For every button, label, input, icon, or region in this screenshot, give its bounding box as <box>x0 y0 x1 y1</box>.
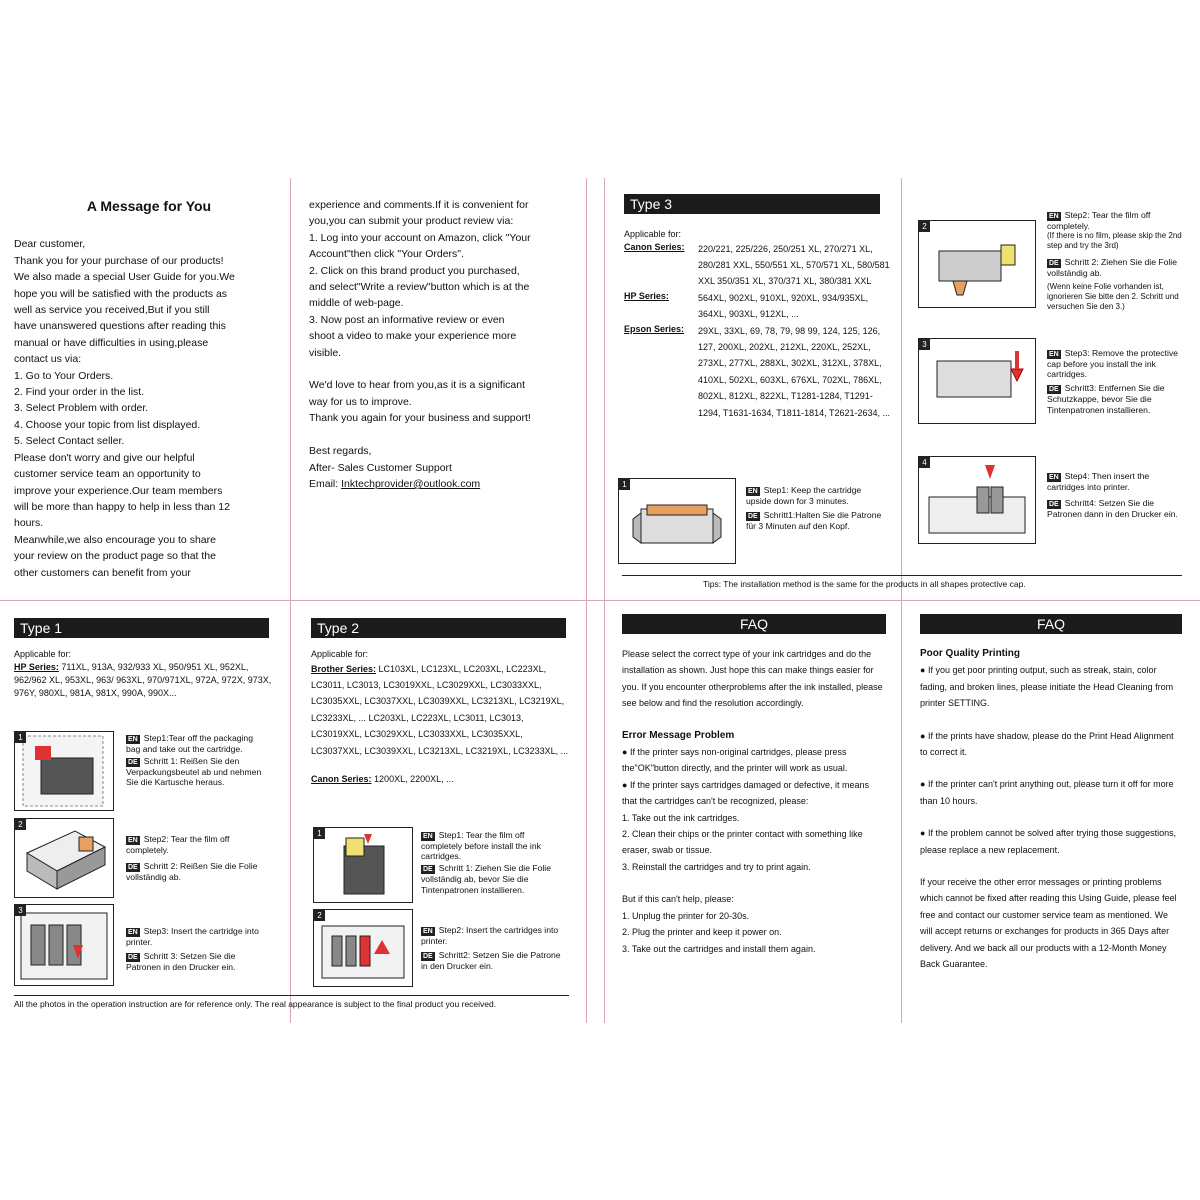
type2-step1-text <box>421 830 567 895</box>
message-line: 1. Log into your account on Amazon, click "Your <box>309 231 531 244</box>
canon-list: 1200XL, 2200XL, ... <box>374 773 454 784</box>
faq-bullet: ● If the prints have shadow, please do the Print Head Alignment to correct it. <box>920 730 1174 758</box>
type3-panel <box>624 194 894 421</box>
message-line: Thank you again for your business and support! <box>309 412 531 425</box>
faq-bullet: ● If the problem cannot be solved after trying those suggestions, please replace a new replacement. <box>920 828 1177 855</box>
type3-step2-image <box>918 220 1036 308</box>
message-line <box>309 427 579 443</box>
epson-list: 29XL, 33XL, 69, 78, 79, 98 99, 124, 125, 126, 127, 200XL, 202XL, 212XL, 220XL, 252XL, 273XL, 277XL, 288XL, 302XL, 312XL, 378XL, 410XL, 502XL, 603XL, 676XL, 702XL, 786XL, 802XL, 812XL, 822XL, T1281-1284, T1291-1294, T1631-1634, T1811-1814, T2621-2634, ... <box>698 325 890 418</box>
message-line: customer service team an opportunity to <box>14 468 201 481</box>
step-de: Schritt3: Entfernen Sie die Schutzkappe, bevor Sie die Tintenpatronen installieren. <box>1047 383 1165 415</box>
en-tag: EN <box>1049 351 1059 358</box>
type2-step2-image <box>313 909 413 987</box>
en-tag: EN <box>423 833 433 840</box>
hp-label: HP Series: <box>14 661 59 672</box>
message-line: 3. Select Problem with order. <box>14 402 149 415</box>
message-line: manual or have difficulties in using,please <box>14 336 209 349</box>
type3-step3-image <box>918 338 1036 424</box>
step-de-note: (Wenn keine Folie vorhanden ist, ignorieren Sie bitte den 2. Schritt und versuchen Sie den 3.) <box>1047 282 1179 312</box>
message-line: your review on the product page so that the <box>14 550 216 563</box>
film-tear-icon <box>919 221 1035 307</box>
type1-step3-text <box>126 926 266 972</box>
brother-row <box>311 661 571 759</box>
email-line <box>309 476 579 492</box>
hp-list: 711XL, 913A, 932/933 XL, 950/951 XL, 952XL, 962/962 XL, 953XL, 963/ 963XL, 970/971XL, 972A, 972X, 973X, 976Y, 980XL, 981A, 981X, 990A, 990X... <box>14 661 272 698</box>
message-line: shoot a video to make your experience more <box>309 330 517 343</box>
step-de: Schritt2: Setzen Sie die Patrone in den Drucker ein. <box>421 950 561 972</box>
message-line: have unanswered questions after reading this <box>14 320 226 333</box>
en-tag: EN <box>128 736 138 743</box>
step-number: 3 <box>15 905 26 916</box>
canon-list: 220/221, 225/226, 250/251 XL, 270/271 XL, 280/281 XXL, 550/551 XL, 570/571 XL, 580/581 XXL 350/351 XL, 370/371 XL, 380/381 XXL <box>698 243 890 287</box>
de-tag: DE <box>423 866 433 874</box>
fold-line <box>0 600 1200 601</box>
faq-help: But if this can't help, please: <box>622 894 734 905</box>
insert-cartridge-icon <box>919 457 1035 543</box>
applicable-label: Applicable for: <box>311 649 369 659</box>
message-line: hours. <box>14 517 44 530</box>
faq-step: 1. Unplug the printer for 20-30s. <box>622 910 750 921</box>
message-panel-continued <box>309 197 579 492</box>
step-en: Step2: Tear the film off completely. <box>126 834 230 855</box>
message-line: Account"then click "Your Orders". <box>309 248 464 261</box>
message-line: middle of web-page. <box>309 297 404 310</box>
de-tag: DE <box>1049 386 1059 394</box>
step-en: Step1: Keep the cartridge upside down for 3 minutes. <box>746 485 862 506</box>
faq-step: 2. Plug the printer and keep it power on. <box>622 927 782 938</box>
message-line: visible. <box>309 346 342 359</box>
message-line: hope you will be satisfied with the products as <box>14 287 228 300</box>
installation-tip: Tips: The installation method is the same for the products in all shapes protective cap. <box>703 579 1026 589</box>
message-panel <box>14 178 284 581</box>
type3-step1-text <box>746 485 886 531</box>
remove-cap-icon <box>919 339 1035 423</box>
de-tag: DE <box>1049 260 1059 268</box>
step-number: 2 <box>314 910 325 921</box>
en-tag: EN <box>1049 213 1059 220</box>
type1-step3-image <box>14 904 114 986</box>
message-line: Thank you for your purchase of our products! <box>14 254 224 267</box>
step-en: Step3: Remove the protective cap before you install the ink cartridges. <box>1047 348 1178 380</box>
faq-step: 3. Reinstall the cartridges and try to print again. <box>622 861 811 872</box>
faq-bullet: ● If the printer says non-original cartridges, please press the"OK"button directly, and the printer will work as usual. <box>622 747 848 774</box>
type1-panel <box>14 618 274 700</box>
en-tag: EN <box>128 929 138 936</box>
message-title: A Message for You <box>86 198 212 214</box>
faq-bullet: ● If the printer says cartridges damaged or defective, it means that the cartridges can't be recognized, please: <box>622 779 870 807</box>
faq-bullet: ● If the printer can't print anything out, please turn it off for more than 10 hours. <box>920 779 1174 806</box>
faq-step: 2. Clean their chips or the printer contact with something like eraser, swab or tissue. <box>622 829 863 856</box>
faq-step: 1. Take out the ink cartridges. <box>622 812 740 823</box>
disclaimer-rule <box>14 995 569 996</box>
type3-step4-text <box>1047 471 1187 519</box>
faq-bullet-text: If the prints have shadow, please do the Print Head Alignment to correct it. <box>920 730 1174 758</box>
canon-row <box>311 773 571 786</box>
step-de: Schritt1:Halten Sie die Patrone für 3 Minuten auf den Kopf. <box>746 510 882 532</box>
message-line: and select"Write a review"button which is at the <box>309 281 530 294</box>
canon-label: Canon Series: <box>624 241 685 252</box>
message-line: Dear customer, <box>14 238 86 251</box>
brother-label: Brother Series: <box>311 663 377 674</box>
de-tag: DE <box>423 953 433 961</box>
en-tag: EN <box>1049 474 1059 481</box>
step-en-note: (If there is no film, please skip the 2nd step and try the 3rd) <box>1047 231 1182 251</box>
message-line: 4. Choose your topic from list displayed. <box>14 418 201 431</box>
type1-title: Type 1 <box>14 618 269 638</box>
faq-panel <box>622 614 886 957</box>
step-de: Schritt 1: Ziehen Sie die Folie vollständig ab, bevor Sie die Tintenpatronen installieren. <box>421 863 551 895</box>
step-de: Schritt 2: Reißen Sie die Folie vollständig ab. <box>126 861 258 883</box>
step-number: 3 <box>919 339 930 350</box>
instruction-sheet <box>0 178 1200 1023</box>
step-en: Step2: Tear the film off completely. <box>1047 210 1151 231</box>
step-de: Schritt 3: Setzen Sie die Patronen in den Drucker ein. <box>126 951 236 973</box>
message-line: After- Sales Customer Support <box>309 461 452 474</box>
message-line: Meanwhile,we also encourage you to share <box>14 533 216 546</box>
brother-list: LC103XL, LC123XL, LC203XL, LC223XL, LC3011, LC3013, LC3019XXL, LC3029XXL, LC3033XXL, LC3035XXL, LC3037XXL, LC3039XXL, LC3213XL, LC3219XL, LC3233XL, ... LC203XL, LC223XL, LC3011, LC3013, LC3019XXL, LC3029XXL, LC3033XXL, LC3035XXL, LC3037XXL, LC3039XXL, LC3213XL, LC3219XL, LC3233XL, ... <box>311 663 569 756</box>
step-number: 2 <box>15 819 26 830</box>
packaging-bag-icon <box>15 732 113 810</box>
faq-bullet-text: If the printer says cartridges damaged or defective, it means that the cartridges can't be recognized, please: <box>622 779 870 807</box>
message-line: 1. Go to Your Orders. <box>14 369 114 382</box>
type1-step1-text <box>126 733 266 788</box>
faq-step: 3. Take out the cartridges and install them again. <box>622 943 816 954</box>
faq-bullet-text: If the printer can't print anything out, please turn it off for more than 10 hours. <box>920 779 1174 806</box>
message-body <box>14 236 284 581</box>
applicable-label: Applicable for: <box>14 649 72 659</box>
epson-row <box>624 323 894 421</box>
message-line: Please don't worry and give our helpful <box>14 451 195 464</box>
type1-step1-image <box>14 731 114 811</box>
faq-closing: If your receive the other error messages or printing problems which cannot be fixed after reading this Using Guide, please feel free and contact our customer service team as mentioned. We will accept returns or exchanges for products in 365 Days after delivery. And we back all our products with a 12-Month Money Back Guarantee. <box>920 877 1177 970</box>
type1-step2-image <box>14 818 114 898</box>
faq-intro: Please select the correct type of your ink cartridges and do the installation as shown. Just hope this can make things easier for you. If you encounter otherproblems after the ink installed, please see below and find the resolution accordingly. <box>622 649 883 709</box>
message-line: We also made a special User Guide for you.We <box>14 271 235 284</box>
faq-bullet-text: If the printer says non-original cartridges, please press the"OK"button directly, and the printer will work as usual. <box>622 747 848 774</box>
disclaimer: All the photos in the operation instruction are for reference only. The real appearance is subject to the final product you received. <box>14 999 497 1009</box>
step-de: Schritt 2: Ziehen Sie die Folie vollständig ab. <box>1047 257 1177 279</box>
type3-step4-image <box>918 456 1036 544</box>
message-line: We'd love to hear from you,as it is a significant <box>309 379 525 392</box>
message-body-continued <box>309 197 579 476</box>
hp-row <box>14 661 274 700</box>
en-tag: EN <box>128 837 138 844</box>
poor-quality-title: Poor Quality Printing <box>920 648 1021 659</box>
message-line: 5. Select Contact seller. <box>14 435 125 448</box>
step-de: Schritt4: Setzen Sie die Patronen dann in den Drucker ein. <box>1047 498 1178 520</box>
faq-panel-2 <box>920 614 1182 973</box>
step-number: 1 <box>15 732 26 743</box>
message-line: 3. Now post an informative review or even <box>309 313 505 326</box>
de-tag: DE <box>1049 501 1059 509</box>
step-number: 4 <box>919 457 930 468</box>
type2-step1-image <box>313 827 413 903</box>
message-line: contact us via: <box>14 353 82 366</box>
step-en: Step1: Tear the film off completely before install the ink cartridges. <box>421 830 541 862</box>
step-en: Step2: Insert the cartridges into printer. <box>421 925 559 946</box>
type3-step2-text <box>1047 210 1187 312</box>
faq-bullet-text: If you get poor printing output, such as streak, stain, color fading, and broken lines, please initiate the Head Cleaning from printer SETTING. <box>920 665 1174 709</box>
step-en: Step4: Then insert the cartridges into printer. <box>1047 471 1150 492</box>
en-tag: EN <box>748 488 758 495</box>
epson-label: Epson Series: <box>624 323 685 334</box>
faq-title: FAQ <box>920 614 1182 634</box>
de-tag: DE <box>128 759 138 767</box>
step-number: 1 <box>619 479 630 490</box>
cartridge-upside-down-icon <box>619 479 735 563</box>
message-line: you,you can submit your product review via: <box>309 215 514 228</box>
message-line: experience and comments.If it is convenient for <box>309 199 529 211</box>
message-line: will be more than happy to help in less than 12 <box>14 500 230 513</box>
error-title: Error Message Problem <box>622 729 735 741</box>
en-tag: EN <box>423 928 433 935</box>
step-number: 1 <box>314 828 325 839</box>
message-line <box>309 361 579 377</box>
message-line: other customers can benefit from your <box>14 566 191 579</box>
message-line: 2. Click on this brand product you purchased, <box>309 264 520 277</box>
faq-bullet-text: If the problem cannot be solved after trying those suggestions, please replace a new replacement. <box>920 828 1177 855</box>
insert-cartridge-icon <box>15 905 113 985</box>
hp-label: HP Series: <box>624 290 669 301</box>
type3-step3-text <box>1047 348 1187 415</box>
film-tear-icon <box>15 819 113 897</box>
message-line: Best regards, <box>309 445 372 458</box>
message-line: improve your experience.Our team members <box>14 484 223 497</box>
insert-cartridge-icon <box>314 910 412 986</box>
email-link[interactable]: Inktechprovider@outlook.com <box>341 477 481 490</box>
type1-step2-text <box>126 834 266 882</box>
type3-step1-image <box>618 478 736 564</box>
canon-label: Canon Series: <box>311 773 372 784</box>
step-de: Schritt 1: Reißen Sie den Verpackungsbeutel ab und nehmen Sie die Kartusche heraus. <box>126 756 262 788</box>
message-line: well as service you received,But if you still <box>14 304 210 317</box>
email-label: Email: <box>309 477 342 490</box>
tips-rule <box>622 575 1182 576</box>
faq-title: FAQ <box>622 614 886 634</box>
applicable-label: Applicable for: <box>624 229 682 239</box>
step-number: 2 <box>919 221 930 232</box>
type2-panel <box>311 618 571 785</box>
step-en: Step3: Insert the cartridge into printer. <box>126 926 259 947</box>
canon-row <box>624 241 894 290</box>
de-tag: DE <box>128 864 138 872</box>
message-line: way for us to improve. <box>309 395 412 408</box>
de-tag: DE <box>128 954 138 962</box>
faq-bullet: ● If you get poor printing output, such as streak, stain, color fading, and broken lines, please initiate the Head Cleaning from printer SETTING. <box>920 665 1174 709</box>
type2-step2-text <box>421 925 567 971</box>
step-en: Step1:Tear off the packaging bag and take out the cartridge. <box>126 733 253 754</box>
hp-row <box>624 290 894 323</box>
hp-list: 564XL, 902XL, 910XL, 920XL, 934/935XL, 364XL, 903XL, 912XL, ... <box>698 292 869 320</box>
de-tag: DE <box>748 513 758 521</box>
type2-title: Type 2 <box>311 618 566 638</box>
message-line: 2. Find your order in the list. <box>14 386 145 399</box>
film-tear-icon <box>314 828 412 902</box>
type3-title: Type 3 <box>624 194 880 214</box>
